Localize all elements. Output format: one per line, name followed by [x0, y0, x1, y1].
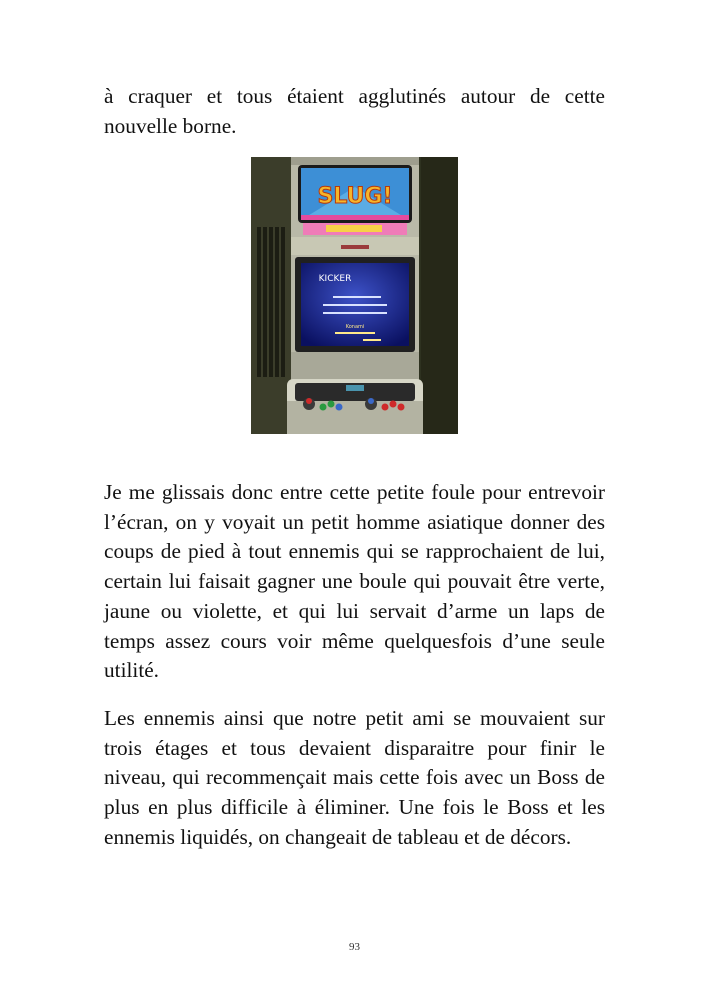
- arcade-cabinet-photo: [251, 157, 458, 434]
- page-number: 93: [349, 941, 360, 953]
- paragraph-2: Je me glissais donc entre cette petite foule pour entrevoir l’écran, on y voyait un petit homme asiatique donner des coups de pied à tout ennemis qui se rapprochaient de lui, certain lui faisait gagner une boule qui pouvait être verte, jaune ou violette, et qui lui servait d’arme un laps de temps assez cours voir même quelquesfois d’une seule utilité.: [104, 480, 605, 683]
- screen-company: Konami: [345, 324, 365, 330]
- screen-title: KICKER: [318, 274, 352, 284]
- paragraph-1: à craquer et tous étaient agglutinés autour de cette nouvelle borne.: [104, 84, 605, 138]
- marquee-title: SLUG!: [317, 184, 393, 209]
- paragraph-3: Les ennemis ainsi que notre petit ami se mouvaient sur trois étages et tous devaient disparaitre pour finir le niveau, qui recommençait mais cette fois avec un Boss de plus en plus difficile à éliminer. Une fois le Boss et les ennemis liquidés, on changeait de tableau et de décors.: [104, 706, 605, 849]
